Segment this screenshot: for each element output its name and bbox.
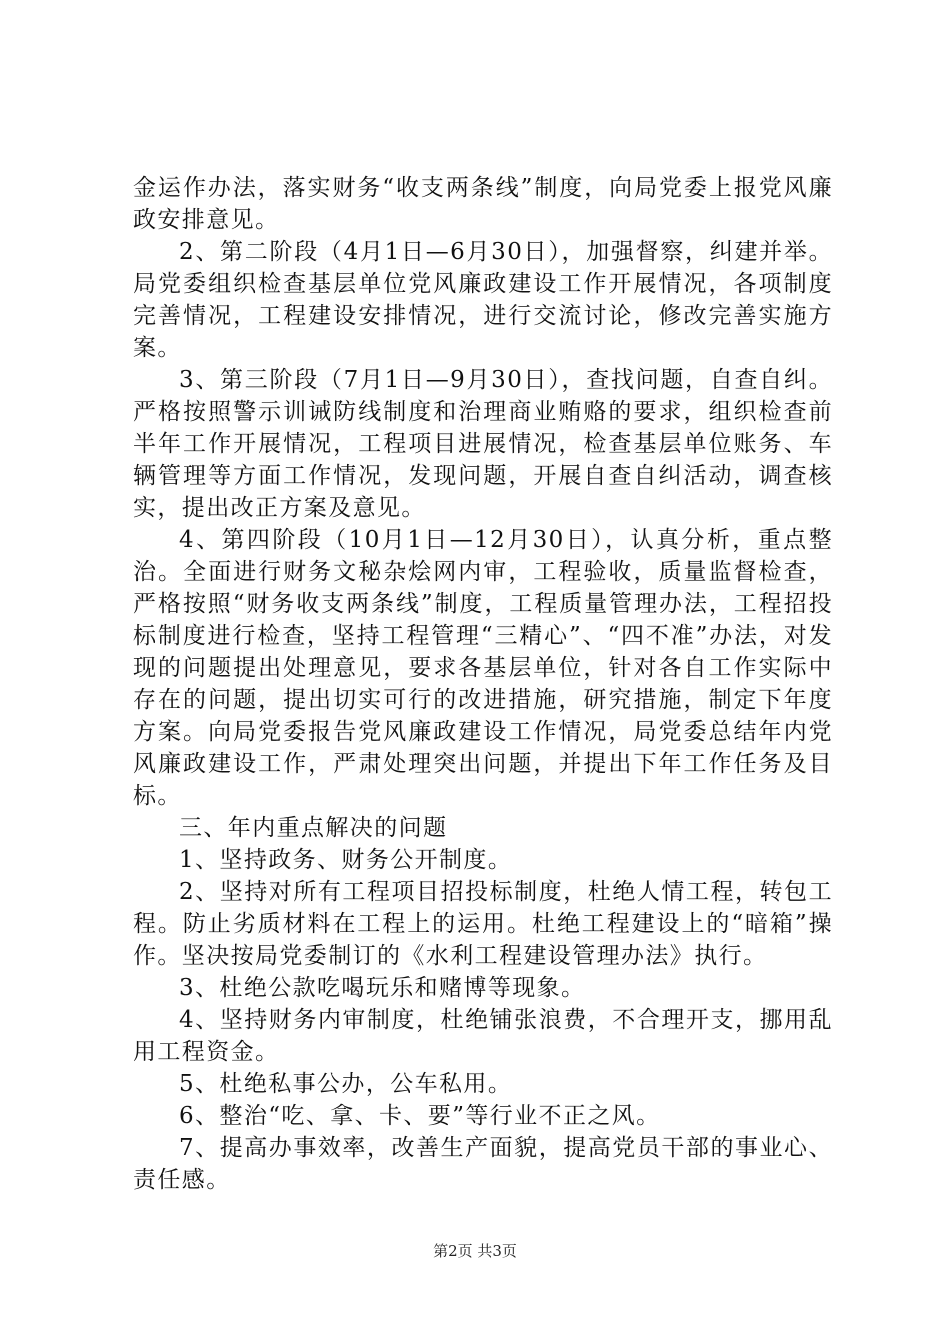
list-item-6: 6、整治“吃、拿、卡、要”等行业不正之风。 <box>179 1103 661 1129</box>
list-item-4: 4、坚持财务内审制度，杜绝铺张浪费，不合理开支，挪用乱用工程资金。 <box>133 1007 833 1065</box>
list-item-2: 2、坚持对所有工程项目招投标制度，杜绝人情工程，转包工程。防止劣质材料在工程上的运用。杜绝工程建设上的“暗箱”操作。坚决按局党委制订的《水利工程建设管理办法》执行。 <box>133 879 833 969</box>
paragraph-1: 金运作办法，落实财务“收支两条线”制度，向局党委上报党风廉政安排意见。 <box>133 175 833 233</box>
list-item-3: 3、杜绝公款吃喝玩乐和赌博等现象。 <box>179 975 586 1001</box>
page-footer <box>0 1241 950 1261</box>
paragraph-3: 3、第三阶段（7月1日—9月30日），查找问题，自查自纠。严格按照警示训诫防线制度和治理商业贿赂的要求，组织检查前半年工作开展情况，工程项目进展情况，检查基层单位账务、车辆管理等方面工作情况，发现问题，开展自查自纠活动，调查核实，提出改正方案及意见。 <box>133 367 833 521</box>
paragraph-2: 2、第二阶段（4月1日—6月30日），加强督察，纠建并举。局党委组织检查基层单位党风廉政建设工作开展情况，各项制度完善情况，工程建设安排情况，进行交流讨论，修改完善实施方案。 <box>133 239 833 361</box>
paragraph-4: 4、第四阶段（10月1日—12月30日），认真分析，重点整治。全面进行财务文秘杂烩网内审，工程验收，质量监督检查，严格按照“财务收支两条线”制度，工程质量管理办法，工程招投标制度进行检查，坚持工程管理“三精心”、“四不准”办法，对发现的问题提出处理意见，要求各基层单位，针对各自工作实际中存在的问题，提出切实可行的改进措施，研究措施，制定下年度方案。向局党委报告党风廉政建设工作情况，局党委总结年内党风廉政建设工作，严肃处理突出问题，并提出下年工作任务及目标。 <box>133 527 833 809</box>
page-number: 第2页 共3页 <box>433 1242 517 1260</box>
list-item-7: 7、提高办事效率，改善生产面貌，提高党员干部的事业心、责任感。 <box>133 1135 833 1193</box>
section-heading: 三、年内重点解决的问题 <box>179 815 448 841</box>
list-item-5: 5、杜绝私事公办，公车私用。 <box>179 1071 513 1097</box>
document-body <box>133 172 833 1196</box>
list-item-1: 1、坚持政务、财务公开制度。 <box>179 847 513 873</box>
